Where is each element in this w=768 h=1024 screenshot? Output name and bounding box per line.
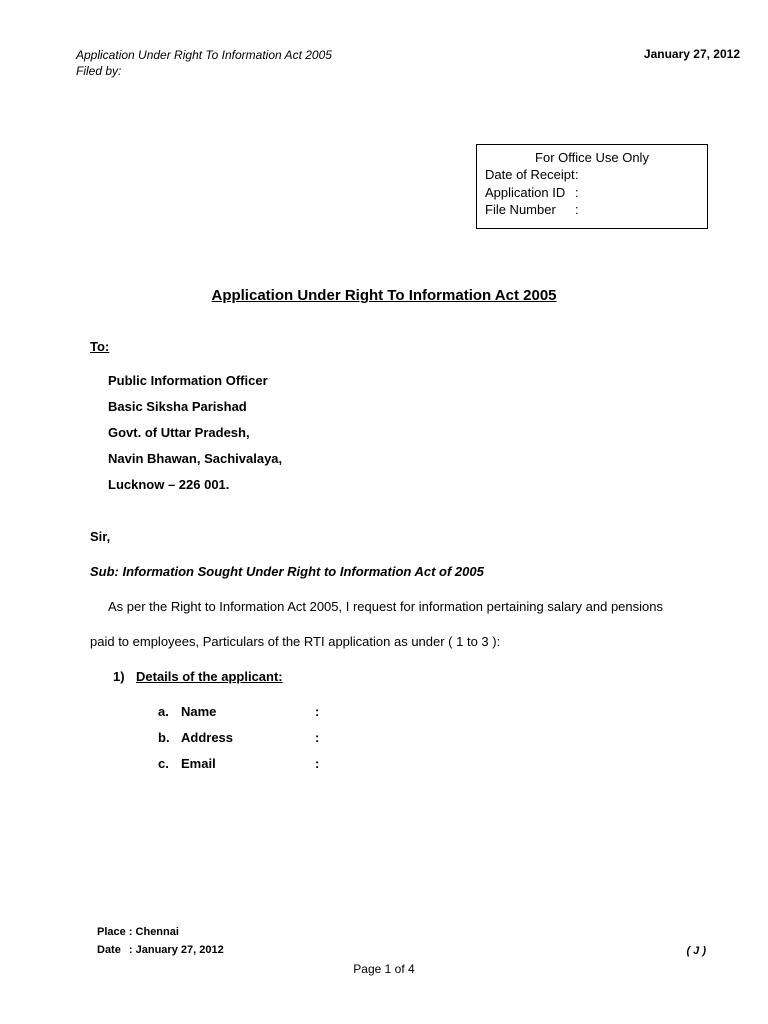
field-letter: a.	[158, 704, 169, 719]
footer-date: Date : January 27, 2012	[97, 944, 224, 956]
footer-place: Place : Chennai	[97, 926, 179, 938]
office-row-colon: :	[575, 202, 579, 217]
header-title: Application Under Right To Information Act 2005	[76, 48, 332, 62]
place-label: Place	[97, 926, 126, 938]
field-colon: :	[315, 704, 320, 719]
salutation: Sir,	[90, 529, 111, 544]
place-value: Chennai	[135, 926, 179, 938]
office-row-colon: :	[575, 167, 579, 182]
to-label: To:	[90, 339, 110, 354]
field-letter: c.	[158, 756, 169, 771]
page-header	[76, 47, 332, 79]
address-line: Govt. of Uttar Pradesh,	[108, 425, 250, 440]
subject-line: Sub: Information Sought Under Right to Information Act of 2005	[90, 564, 484, 579]
document-title: Application Under Right To Information Act 2005	[211, 287, 557, 304]
body-line-2: paid to employees, Particulars of the RTI application as under ( 1 to 3 ):	[90, 634, 501, 649]
office-row-colon: :	[575, 185, 579, 200]
body-text: As per the Right to Information Act 2005, I request for information pertaining salary and pensions	[108, 599, 663, 614]
field-colon: :	[315, 730, 320, 745]
page-number: Page 1 of 4	[353, 962, 415, 976]
office-row-date-of-receipt	[485, 167, 579, 182]
field-letter: b.	[158, 730, 170, 745]
field-label: Address	[181, 730, 234, 745]
office-use-box	[476, 144, 708, 229]
body-line-1	[90, 599, 690, 614]
office-row-label: Application ID	[485, 185, 566, 200]
office-row-label: Date of Receipt	[485, 167, 575, 182]
address-line: Lucknow – 226 001.	[108, 477, 230, 492]
header-date: January 27, 2012	[643, 47, 740, 61]
date-value: January 27, 2012	[135, 944, 224, 956]
address-line: Basic Siksha Parishad	[108, 399, 247, 414]
date-label: Date	[97, 944, 121, 956]
field-colon: :	[315, 756, 320, 771]
office-box-title: For Office Use Only	[535, 150, 649, 165]
office-row-label: File Number	[485, 202, 556, 217]
office-row-file-number	[485, 202, 579, 217]
signature-mark: ( J )	[686, 945, 706, 957]
header-filed-by: Filed by:	[76, 64, 122, 78]
field-label: Email	[181, 756, 216, 771]
address-line: Navin Bhawan, Sachivalaya,	[108, 451, 283, 466]
field-label: Name	[181, 704, 217, 719]
section-number: 1)	[113, 669, 125, 684]
office-row-application-id	[485, 185, 579, 200]
address-line: Public Information Officer	[108, 373, 268, 388]
section-title: Details of the applicant:	[136, 669, 283, 684]
